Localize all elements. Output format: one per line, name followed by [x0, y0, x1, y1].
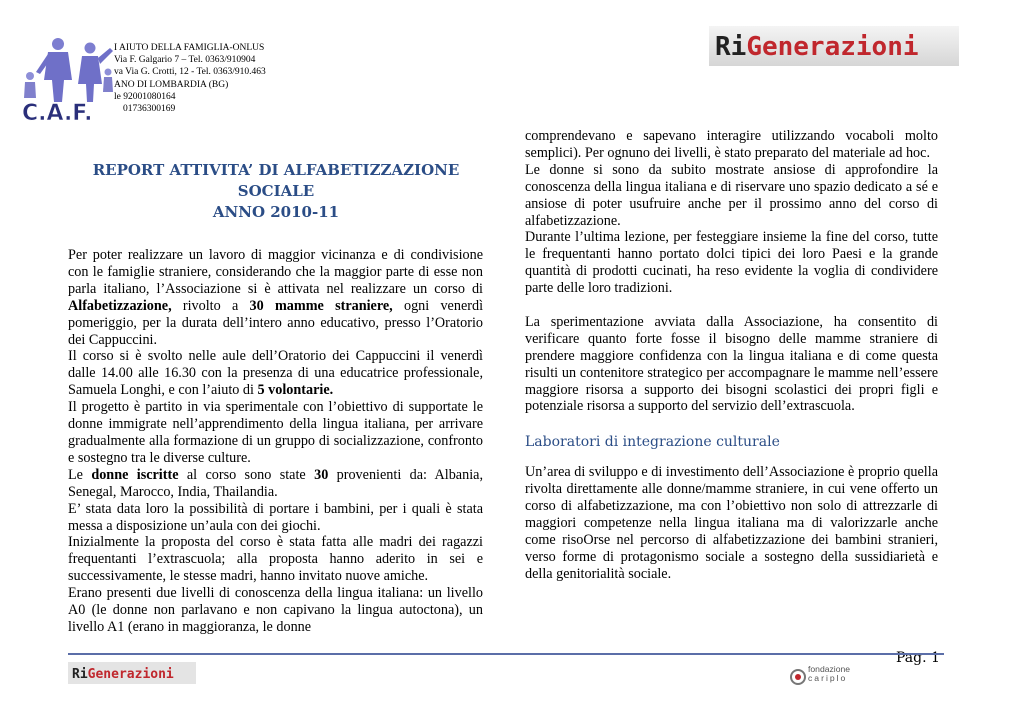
footer-divider	[68, 653, 944, 655]
page-number: Pag. 1	[896, 650, 940, 666]
bold-run: Alfabetizzazione,	[68, 297, 172, 314]
bold-run: donne iscritte	[91, 466, 179, 483]
text-run: Per poter realizzare un lavoro di maggior vicinanza e di condivisione con le famiglie straniere, considerando che la maggior parte di esse non parla italiano, l’Associazione si è attivata nel realizzare un corso di	[68, 247, 483, 297]
bold-run: 30	[314, 466, 329, 483]
paragraph: comprendevano e sapevano interagire utilizzando vocaboli molto semplici). Per ognuno dei livelli, è stato preparato del materiale ad hoc.	[525, 128, 938, 161]
rigenerazioni-logo	[709, 26, 959, 66]
paragraph: Durante l’ultima lezione, per festeggiare insieme la fine del corso, tutte le frequentanti hanno portato dolci tipici dei loro Paesi e la grande quantità di prodotti cucinati, ha reso evidente la voglia di condividere parte delle loro tradizioni.	[525, 229, 938, 297]
paragraph: Inizialmente la proposta del corso è stata fatta alle madri dei ragazzi frequentanti l’extrascuola; alla proposta hanno aderito in sei e successivamente, le stesse madri, hanno invitato nuove amiche.	[68, 534, 483, 585]
family-figures-icon	[18, 36, 124, 122]
fondazione-label: fondazione	[808, 664, 851, 674]
paragraph: La sperimentazione avviata dalla Associazione, ha consentito di verificare quanto forte fosse il bisogno delle mamme straniere di prendere maggiore confidenza con la lingua italiana e di come questa risulti un contenitore strategico per accompagnare le mamme nell’essere maggiore risorsa a supporto dei bisogni scolastici dei propri figli e potenziale risorsa a supporto del servizio dell’extrascuola.	[525, 313, 938, 415]
logo-text-ri: Ri	[715, 32, 747, 62]
paragraph: Erano presenti due livelli di conoscenza della lingua italiana: un livello A0 (le donne non parlavano e non capivano la lingua autoctona), un livello A1 (erano in maggioranza, le donne	[68, 585, 483, 635]
address-line: Via F. Galgario 7 – Tel. 0363/910904	[114, 55, 256, 66]
text-run: al corso sono state	[178, 466, 315, 483]
paragraph-gap	[525, 452, 938, 464]
title-line-1: REPORT ATTIVITA’ DI ALFABETIZZAZIONE SOCIALE	[92, 161, 460, 200]
address-line: va Via G. Crotti, 12 - Tel. 0363/910.463	[114, 67, 266, 78]
title-line-2: ANNO 2010-11	[212, 203, 340, 221]
footer-logo-text-ri: Ri	[72, 667, 88, 682]
right-column	[525, 128, 938, 583]
cariplo-mark-icon	[790, 667, 806, 687]
paragraph	[68, 348, 483, 399]
organization-address	[114, 42, 266, 115]
text-run: provenienti da: Albania, Senegal, Marocco, India, Thailandia.	[68, 466, 483, 500]
paragraph: Il progetto è partito in via sperimentale con l’obiettivo di supportate le donne immigrate nell’apprendimento della lingua italiana, per arrivare gradualmente alla formazione di un gruppo di socializzazione, confronto e sostegno tra le diverse culture.	[68, 399, 483, 466]
paragraph	[68, 467, 483, 501]
address-line: I AIUTO DELLA FAMIGLIA-ONLUS	[114, 43, 265, 53]
cariplo-label: cariplo	[808, 673, 848, 683]
address-line: 01736300169	[123, 104, 176, 115]
text-run: ogni venerdì pomeriggio, per la durata dell’intero anno educativo, presso l’Oratorio dei Cappuccini.	[68, 297, 484, 348]
rigenerazioni-footer-logo	[68, 662, 196, 684]
paragraph: Le donne si sono da subito mostrate ansiose di approfondire la conoscenza della lingua italiana e di riservare uno spazio dedicato a sé e ansiose di poter usufruire anche per il prossimo anno del corso di alfabetizzazione.	[525, 161, 938, 229]
svg-text:RiGenerazioni	[72, 667, 174, 682]
address-line: le 92001080164	[114, 91, 176, 102]
bold-run: 5 volontarie.	[257, 382, 334, 399]
left-column	[68, 247, 483, 636]
paragraph-gap	[525, 415, 938, 432]
paragraph: Un’area di sviluppo e di investimento dell’Associazione è proprio quella rivolta direttamente alle donne/mamme straniere, in cui vene offerto un corso di alfabetizzazione, ma con l’obiettivo non solo di attrezzarle di maggiori competenze nella lingua italiana ma di valorizzarle anche come risoOrse nel percorso di alfabetizzazione dei bambini stranieri, verso forme di protagonismo sociale a sostegno della sussidiarietà e della genitorialità sociale.	[525, 464, 938, 582]
bold-run: 30 mamme straniere,	[249, 297, 393, 314]
footer-logo-text-generazioni: Generazioni	[87, 667, 174, 682]
text-run: Le	[68, 466, 92, 483]
paragraph: E’ stata data loro la possibilità di portare i bambini, per i quali è stata messa a disposizione un’aula con dei giochi.	[68, 500, 483, 534]
svg-text:RiGenerazioni	[715, 32, 919, 62]
caf-logo	[18, 36, 124, 122]
paragraph-gap	[525, 297, 938, 314]
report-title	[68, 160, 484, 223]
caf-logo-text: C.A.F.	[22, 101, 93, 122]
section-heading: Laboratori di integrazione culturale	[525, 434, 780, 451]
address-line: ANO DI LOMBARDIA (BG)	[114, 79, 229, 90]
text-run: Il corso si è svolto nelle aule dell’Oratorio dei Cappuccini il venerdì dalle 14.00 alle 16.30 con la presenza di una educatrice professionale, Samuela Longhi, e con l’aiuto di	[68, 348, 483, 399]
fondazione-cariplo-text	[808, 665, 850, 683]
logo-text-generazioni: Generazioni	[746, 32, 919, 62]
text-run: rivolto a	[171, 297, 250, 314]
paragraph	[68, 247, 483, 348]
fondazione-cariplo-logo	[790, 665, 862, 689]
